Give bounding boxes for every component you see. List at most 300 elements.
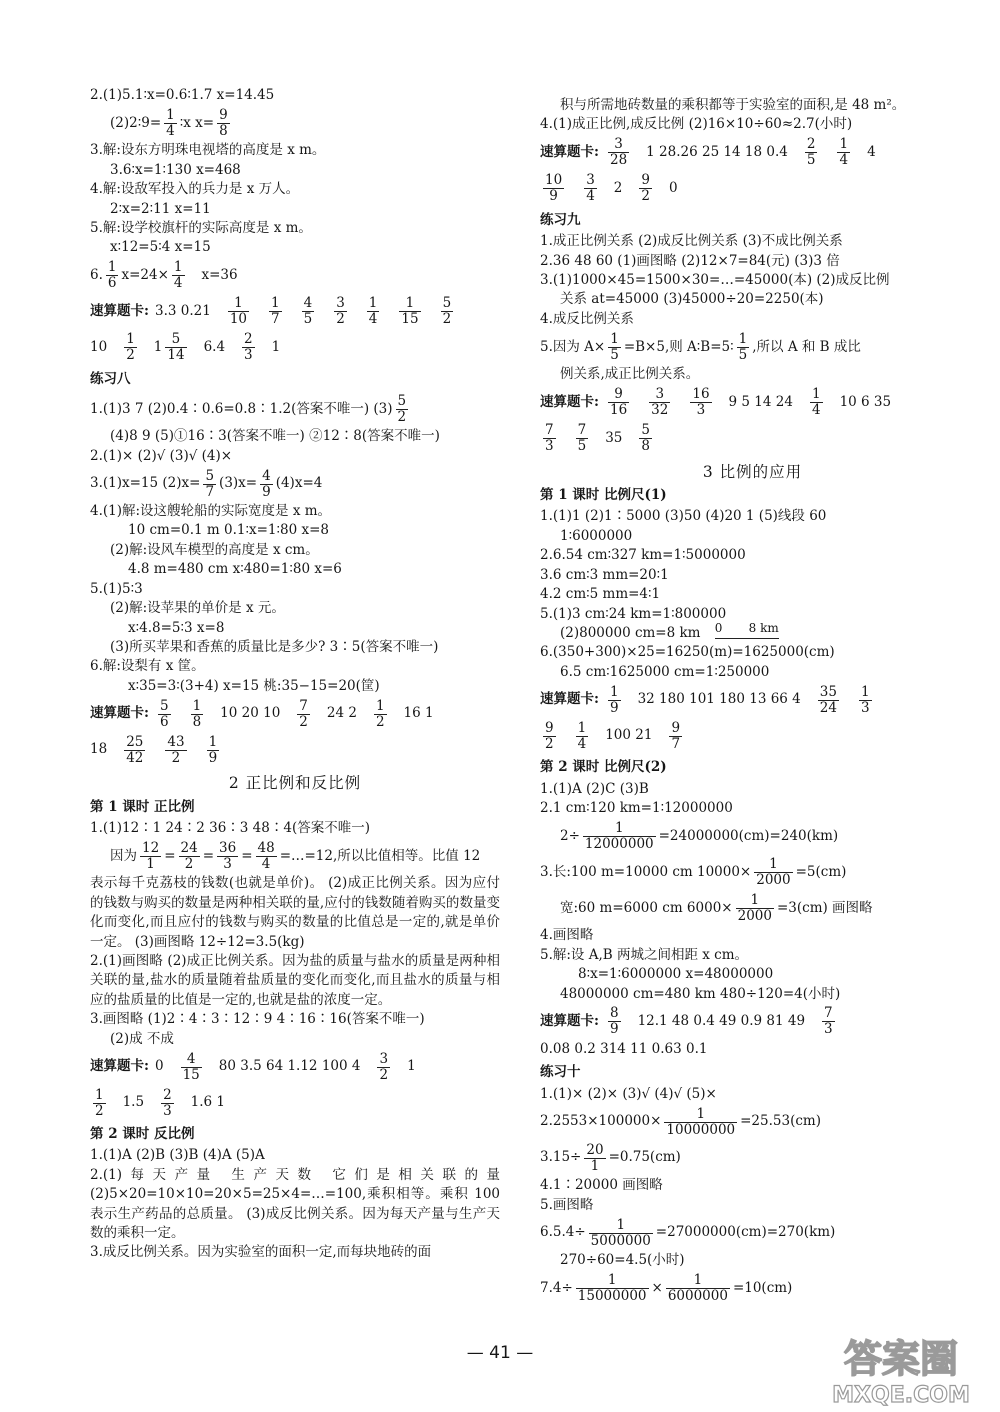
denominator: 24 bbox=[819, 699, 837, 716]
speed-card-row: 0.08 0.2 314 11 0.63 0.1 bbox=[540, 1040, 708, 1057]
denominator: 3 bbox=[163, 1102, 172, 1119]
fraction bbox=[639, 423, 652, 454]
fraction bbox=[608, 387, 629, 418]
denominator: 4 bbox=[368, 311, 378, 328]
text-line: 积与所需地砖数量的乘积都等于实验室的面积,是 48 m²。 bbox=[560, 97, 906, 113]
denominator: 6 bbox=[107, 275, 117, 292]
text-line: 4.(1)成正比例,成反比例 (2)16×10÷60≈2.7(小时) bbox=[540, 116, 853, 133]
text: =10(cm) bbox=[732, 1279, 793, 1296]
fraction bbox=[649, 387, 670, 418]
numerator: 43 bbox=[167, 733, 185, 750]
numerator: 1 bbox=[166, 106, 175, 123]
denominator: 14 bbox=[167, 347, 185, 364]
denominator: 4 bbox=[173, 275, 183, 292]
text-line: 关系 at=45000 (3)45000÷20=2250(本) bbox=[560, 291, 824, 308]
denominator: 15000000 bbox=[577, 1287, 647, 1304]
numerator: 1 bbox=[173, 259, 183, 276]
denominator: 10000000 bbox=[666, 1121, 736, 1138]
text-line: 5.(1)5∶3 bbox=[90, 580, 143, 597]
denominator: 2 bbox=[95, 1102, 104, 1119]
formula-line bbox=[540, 1215, 965, 1251]
text: 1 bbox=[153, 339, 163, 356]
text: 1 bbox=[271, 339, 281, 356]
numerator: 1 bbox=[228, 296, 249, 312]
speed-card-label: 速算题卡: bbox=[540, 691, 599, 708]
denominator: 2 bbox=[171, 749, 181, 766]
numerator: 1 bbox=[271, 295, 280, 312]
text: x=24× bbox=[121, 267, 169, 284]
denominator: 7 bbox=[205, 483, 215, 500]
text-line: x∶35=3∶(3+4) x=15 桃:35−15=20(筐) bbox=[128, 677, 380, 694]
numerator: 36 bbox=[219, 839, 237, 856]
numerator: 1 bbox=[95, 1086, 104, 1103]
fraction bbox=[754, 857, 792, 888]
text: 1 28.26 25 14 18 0.4 bbox=[646, 144, 788, 161]
denominator: 2 bbox=[545, 735, 554, 752]
speed-card-row bbox=[90, 294, 500, 330]
chapter-heading: 2 正比例和反比例 bbox=[228, 774, 362, 793]
text: 10 6 35 bbox=[839, 393, 892, 410]
fraction bbox=[589, 1218, 653, 1249]
text-line: 4.解:设敌军投入的兵力是 x 万人。 bbox=[90, 181, 300, 198]
text-line: 2∶x=2∶11 x=11 bbox=[110, 200, 211, 217]
text-line: 1.(1)A (2)C (3)B bbox=[540, 780, 649, 797]
watermark-text-cn: 答案圈 bbox=[843, 1337, 959, 1381]
fraction bbox=[837, 137, 850, 168]
watermark-logo bbox=[808, 1328, 994, 1408]
text-line: 2.36 48 60 (1)画图略 (2)12×7=84(元) (3)3 倍 bbox=[540, 252, 840, 269]
speed-card-row bbox=[540, 682, 965, 718]
text-line: 6.解:设梨有 x 筐。 bbox=[90, 658, 205, 675]
text-line: 5.解:设 A,B 两城之间相距 x cm。 bbox=[540, 946, 749, 963]
denominator: 42 bbox=[126, 749, 144, 766]
denominator: 28 bbox=[609, 152, 628, 169]
scale-end-label: 8 km bbox=[748, 621, 779, 636]
denominator: 9 bbox=[208, 749, 218, 766]
fraction bbox=[664, 1107, 737, 1138]
denominator: 4 bbox=[586, 188, 595, 205]
text: 3.长:100 m=10000 cm 10000× bbox=[540, 863, 752, 880]
paragraph: 2.(1)每天产量 生产天数 它们是相关联的量 (2)5×20=10×10=20×5=25×4=…=100,乘积相等。乘积 100 表示生产药品的总质量。 (3)成反比例关系。因为每天产量与生产天数的乘积一定。 bbox=[90, 1166, 500, 1242]
fraction bbox=[396, 394, 409, 425]
numerator: 1 bbox=[577, 719, 587, 736]
fraction bbox=[576, 721, 589, 752]
denominator: 2000 bbox=[756, 871, 791, 888]
lesson-title: 第 1 课时 正比例 bbox=[90, 798, 195, 815]
lesson-title: 第 2 课时 比例尺(2) bbox=[540, 759, 667, 776]
text: 1 bbox=[407, 1058, 416, 1075]
fraction bbox=[242, 332, 255, 363]
numerator: 1 bbox=[738, 330, 748, 347]
fraction bbox=[181, 1052, 202, 1083]
text: 因为 bbox=[110, 847, 137, 864]
text: 6.5.4÷ bbox=[540, 1224, 586, 1241]
text-line: 4.画图略 bbox=[540, 927, 594, 944]
fraction bbox=[737, 332, 750, 363]
speed-card-row bbox=[90, 1085, 500, 1121]
denominator: 3 bbox=[860, 699, 870, 716]
formula-line bbox=[540, 1104, 965, 1140]
numerator: 20 bbox=[586, 1141, 604, 1158]
formula-line: 因为 $\frac{12}{1}$ = $\frac{24}{2}$ = $\frac{36}{3}$ = $\frac{48}{4}$ =…=12,所以比值相等。比值 12 bbox=[110, 839, 481, 872]
text-line: (2)解:设风车模型的高度是 x cm。 bbox=[110, 541, 319, 558]
formula-line bbox=[540, 1140, 965, 1176]
text: × bbox=[651, 1279, 663, 1296]
denominator: 2000 bbox=[737, 907, 772, 924]
denominator: 6000000 bbox=[667, 1287, 728, 1304]
text-line: 10 cm=0.1 m 0.1∶x=1∶80 x=8 bbox=[128, 522, 329, 539]
text: 35 bbox=[605, 429, 623, 446]
text-line: 4.成反比例关系 bbox=[540, 310, 634, 327]
lesson-title: 第 2 课时 反比例 bbox=[90, 1126, 195, 1142]
fraction bbox=[810, 387, 823, 418]
right-column bbox=[540, 96, 965, 1306]
numerator: 1 bbox=[208, 733, 218, 750]
denominator: 3 bbox=[244, 347, 253, 364]
numerator: 5 bbox=[205, 467, 215, 484]
fraction bbox=[608, 332, 621, 363]
numerator: 7 bbox=[577, 422, 587, 439]
fraction bbox=[441, 296, 454, 327]
paragraph: 表示每千克荔枝的钱数(也就是单价)。 (2)成正比例关系。因为应付的钱数与购买的数量是两种相关联的量,应付的钱数随着购买的数量变化而变化,而且应付的钱数与购买的数量的比值总是一定的,就是单价一定。 (3)画图略 12÷12=3.5(kg) bbox=[90, 875, 500, 950]
text: 3.15÷ bbox=[540, 1149, 582, 1166]
text: 宽:60 m=6000 cm 6000× bbox=[560, 899, 733, 916]
speed-card-row bbox=[540, 135, 965, 171]
fraction bbox=[666, 1273, 730, 1304]
numerator: 5 bbox=[442, 295, 452, 312]
numerator: 1 bbox=[609, 683, 619, 700]
text-line: 2.(1)5.1∶x=0.6∶1.7 x=14.45 bbox=[90, 87, 275, 103]
numerator: 25 bbox=[126, 733, 144, 750]
numerator: 5 bbox=[397, 392, 407, 409]
numerator: 1 bbox=[664, 1107, 737, 1123]
text: 32 180 101 180 13 66 4 bbox=[637, 691, 801, 708]
numerator: 7 bbox=[545, 422, 554, 439]
numerator: 9 bbox=[545, 719, 554, 736]
numerator: 1 bbox=[610, 330, 619, 347]
fraction bbox=[639, 173, 652, 204]
denominator: 3 bbox=[223, 855, 232, 872]
denominator: 2 bbox=[442, 311, 452, 328]
text-line: (2)解:设苹果的单价是 x 元。 bbox=[110, 600, 285, 617]
numerator: 3 bbox=[608, 137, 629, 153]
speed-card-row bbox=[540, 385, 965, 421]
speed-card-row bbox=[90, 696, 500, 732]
fraction bbox=[608, 137, 629, 168]
denominator: 4 bbox=[811, 402, 821, 419]
formula-line bbox=[90, 466, 500, 502]
text: 9 5 14 24 bbox=[728, 393, 793, 410]
formula-line bbox=[540, 854, 965, 890]
fraction bbox=[191, 699, 204, 730]
text: 1.(1)3 7 (2)0.4∶0.6=0.8∶1.2(答案不唯一) (3) bbox=[90, 400, 393, 417]
speed-card-label: 速算题卡: bbox=[540, 393, 599, 410]
fraction bbox=[302, 296, 315, 327]
numerator: 3 bbox=[649, 387, 670, 403]
denominator: 2 bbox=[375, 713, 385, 730]
text: 2 bbox=[613, 180, 623, 197]
text: 5.因为 A× bbox=[540, 338, 606, 355]
denominator: 9 bbox=[609, 1021, 619, 1038]
text-line: 4.2 cm∶5 mm=4∶1 bbox=[540, 586, 661, 603]
text: ,所以 A 和 B 成比 bbox=[752, 338, 861, 355]
denominator: 4 bbox=[577, 735, 587, 752]
numerator: 1 bbox=[399, 296, 420, 312]
fraction bbox=[669, 721, 682, 752]
text: 10 20 10 bbox=[220, 705, 281, 722]
fraction bbox=[179, 841, 200, 872]
speed-card-row bbox=[540, 1004, 965, 1040]
text-line: 1.(1)× (2)× (3)√ (4)√ (5)× bbox=[540, 1085, 717, 1102]
numerator: 3 bbox=[379, 1050, 389, 1067]
denominator: 2 bbox=[336, 311, 345, 328]
denominator: 9 bbox=[609, 699, 619, 716]
text: 0 bbox=[668, 180, 678, 197]
formula-line bbox=[90, 105, 500, 141]
fraction bbox=[374, 699, 387, 730]
denominator: 15 bbox=[401, 311, 419, 328]
text: 10 bbox=[90, 339, 108, 356]
formula-line bbox=[540, 818, 965, 854]
fraction bbox=[859, 685, 872, 716]
formula-line bbox=[540, 1270, 965, 1306]
text-line: 4.(1)解:设这艘轮船的实际宽度是 x m。 bbox=[90, 503, 332, 520]
denominator: 2 bbox=[126, 347, 135, 364]
text-line: 3.解:设东方明珠电视塔的高度是 x m。 bbox=[90, 142, 326, 159]
text: =25.53(cm) bbox=[740, 1113, 821, 1130]
fraction bbox=[140, 841, 161, 872]
fraction bbox=[334, 296, 347, 327]
numerator: 3 bbox=[336, 295, 345, 312]
fraction bbox=[297, 699, 310, 730]
text: ∶x x= bbox=[179, 114, 215, 131]
fraction bbox=[822, 1006, 835, 1037]
denominator: 7 bbox=[671, 735, 681, 752]
text-line: 270÷60=4.5(小时) bbox=[560, 1252, 685, 1268]
numerator: 7 bbox=[824, 1005, 833, 1022]
text: =…=12,所以比值相等。比值 12 bbox=[279, 847, 481, 864]
fraction bbox=[172, 260, 185, 291]
fraction bbox=[543, 173, 564, 204]
numerator: 1 bbox=[754, 857, 792, 873]
numerator: 1 bbox=[736, 893, 774, 909]
numerator: 12 bbox=[142, 839, 160, 856]
denominator: 5 bbox=[806, 152, 816, 169]
text-line: 2.6.54 cm∶327 km=1∶5000000 bbox=[540, 547, 746, 564]
fraction bbox=[608, 1006, 621, 1037]
fraction bbox=[260, 469, 273, 500]
numerator: 1 bbox=[583, 821, 656, 837]
section-title: 练习十 bbox=[540, 1064, 581, 1081]
page-number: — 41 — bbox=[466, 1343, 534, 1363]
scale-line bbox=[715, 638, 779, 640]
numerator: 10 bbox=[545, 172, 563, 189]
fraction bbox=[217, 108, 230, 139]
text-line: 6.(350+300)×25=16250(m)=1625000(cm) bbox=[540, 644, 835, 661]
fraction bbox=[164, 108, 177, 139]
denominator: 2 bbox=[184, 855, 194, 872]
text: x=36 bbox=[201, 267, 238, 284]
formula-line bbox=[540, 890, 965, 926]
text: (2)800000 cm=8 km bbox=[560, 624, 701, 641]
numerator: 9 bbox=[219, 106, 228, 123]
text-line: (2)成 不成 bbox=[110, 1030, 174, 1047]
fraction bbox=[543, 423, 556, 454]
denominator: 5 bbox=[738, 346, 748, 363]
denominator: 8 bbox=[219, 122, 228, 139]
text: (4)x=4 bbox=[275, 475, 323, 492]
numerator: 1 bbox=[192, 697, 202, 714]
numerator: 4 bbox=[181, 1052, 202, 1068]
fraction bbox=[690, 387, 711, 418]
text-line: 48000000 cm=480 km 480÷120=4(小时) bbox=[560, 985, 841, 1002]
text: 2÷ bbox=[560, 827, 580, 844]
fraction bbox=[269, 296, 282, 327]
fraction bbox=[576, 423, 589, 454]
denominator: 12000000 bbox=[584, 835, 654, 852]
lesson-title: 第 1 课时 比例尺(1) bbox=[540, 487, 667, 504]
speed-card-row bbox=[540, 421, 965, 457]
numerator: 4 bbox=[262, 467, 271, 484]
text: =24000000(cm)=240(km) bbox=[658, 827, 839, 844]
text-line: 3.6∶x=1∶130 x=468 bbox=[110, 161, 241, 178]
denominator: 9 bbox=[549, 188, 558, 205]
numerator: 16 bbox=[692, 386, 710, 403]
fraction bbox=[608, 685, 621, 716]
paragraph: 2.(1)画图略 (2)成正比例关系。因为盐的质量与盐水的质量是两种相关联的量,盐水的质量随着盐质量的变化而变化,而且盐水的质量与相应的盐质量的比值是一定的,也就是盐的浓度一定。 bbox=[90, 952, 500, 1008]
text-line: 5.解:设学校旗杆的实际高度是 x m。 bbox=[90, 220, 312, 237]
speed-card-label: 速算题卡: bbox=[540, 1013, 599, 1030]
text: (2)2∶9= bbox=[110, 114, 162, 131]
fraction bbox=[106, 260, 119, 291]
text-line: 3.6 cm∶3 mm=20∶1 bbox=[540, 566, 669, 583]
fraction bbox=[165, 735, 186, 766]
numerator: 4 bbox=[303, 295, 313, 312]
fraction bbox=[256, 841, 277, 872]
text-line: (4)8 9 (5)①16∶3(答案不唯一) ②12∶8(答案不唯一) bbox=[110, 428, 440, 445]
section-title: 练习八 bbox=[90, 370, 131, 387]
fraction bbox=[124, 735, 145, 766]
denominator: 6 bbox=[159, 713, 169, 730]
text: 12.1 48 0.4 49 0.9 81 49 bbox=[637, 1013, 806, 1030]
watermark-text-en: MXQE.COM bbox=[832, 1383, 970, 1408]
denominator: 5 bbox=[577, 438, 587, 455]
text-line: 5.(1)3 cm∶24 km=1∶800000 bbox=[540, 605, 727, 622]
denominator: 16 bbox=[609, 402, 628, 419]
numerator: 1 bbox=[811, 386, 821, 403]
speed-card-label: 速算题卡: bbox=[540, 144, 599, 161]
denominator: 4 bbox=[839, 152, 849, 169]
formula-line bbox=[90, 258, 500, 294]
text: 4 bbox=[867, 144, 876, 161]
fraction bbox=[399, 296, 420, 327]
text: 100 21 bbox=[605, 727, 653, 744]
text-line: 3.(1)1000×45=1500×30=…=45000(本) (2)成反比例 bbox=[540, 272, 890, 289]
text: =27000000(cm)=270(km) bbox=[655, 1224, 836, 1241]
numerator: 1 bbox=[589, 1218, 653, 1234]
paragraph: 3.成反比例关系。因为实验室的面积一定,而每块地砖的面 bbox=[90, 1244, 432, 1261]
chapter-heading: 3 比例的应用 bbox=[702, 462, 803, 481]
text-line: 4.1∶20000 画图略 bbox=[540, 1177, 663, 1194]
text: =0.75(cm) bbox=[608, 1149, 681, 1166]
fraction bbox=[207, 735, 220, 766]
text: =5(cm) bbox=[795, 863, 847, 880]
numerator: 8 bbox=[609, 1005, 619, 1022]
numerator: 5 bbox=[159, 697, 169, 714]
numerator: 1 bbox=[576, 1273, 649, 1289]
left-column bbox=[90, 86, 500, 1263]
numerator: 5 bbox=[641, 422, 650, 439]
speed-card-row bbox=[90, 330, 500, 366]
denominator: 4 bbox=[166, 122, 175, 139]
text-line: 1.(1)1 (2)1∶5000 (3)50 (4)20 1 (5)线段 60 bbox=[540, 508, 827, 525]
fraction bbox=[377, 1052, 390, 1083]
text: 3.3 0.21 bbox=[154, 303, 211, 320]
text: 3.(1)x=15 (2)x= bbox=[90, 475, 201, 492]
denominator: 4 bbox=[261, 855, 271, 872]
speed-card-row bbox=[540, 171, 965, 207]
fraction bbox=[93, 1088, 106, 1119]
text: 80 3.5 64 1.12 100 4 bbox=[218, 1058, 361, 1075]
text: 2.2553×100000× bbox=[540, 1113, 662, 1130]
text-line: 3.画图略 (1)2∶4∶3∶12∶9 4∶16∶16(答案不唯一) bbox=[90, 1011, 425, 1028]
fraction bbox=[584, 1143, 605, 1174]
speed-card-label: 速算题卡: bbox=[90, 1058, 149, 1075]
numerator: 1 bbox=[368, 295, 378, 312]
denominator: 5 bbox=[303, 311, 313, 328]
denominator: 8 bbox=[641, 438, 650, 455]
numerator: 9 bbox=[608, 387, 629, 403]
fraction bbox=[217, 841, 238, 872]
fraction bbox=[818, 685, 839, 716]
numerator: 7 bbox=[299, 697, 308, 714]
denominator: 32 bbox=[651, 402, 669, 419]
denominator: 7 bbox=[271, 311, 280, 328]
numerator: 9 bbox=[641, 172, 650, 189]
fraction bbox=[367, 296, 380, 327]
denominator: 2 bbox=[379, 1066, 389, 1083]
text-line: 1.成正比例关系 (2)成反比例关系 (3)不成比例关系 bbox=[540, 233, 843, 250]
denominator: 5000000 bbox=[590, 1232, 651, 1249]
text-line: 6.5 cm∶1625000 cm=1∶250000 bbox=[560, 663, 770, 680]
denominator: 15 bbox=[182, 1066, 200, 1083]
scale-bar bbox=[714, 621, 779, 641]
text-line: 4.8 m=480 cm x∶480=1∶80 x=6 bbox=[128, 561, 342, 578]
section-title: 练习九 bbox=[540, 211, 581, 228]
numerator: 9 bbox=[671, 719, 681, 736]
denominator: 9 bbox=[262, 483, 271, 500]
numerator: 2 bbox=[244, 331, 253, 348]
numerator: 1 bbox=[375, 697, 385, 714]
text-line: (3)所买苹果和香蕉的质量比是多少? 3∶5(答案不唯一) bbox=[110, 638, 439, 655]
fraction bbox=[203, 469, 216, 500]
text: 1.6 1 bbox=[190, 1094, 226, 1111]
fraction bbox=[583, 821, 656, 852]
numerator: 3 bbox=[586, 172, 595, 189]
formula-line bbox=[90, 391, 500, 427]
numerator: 1 bbox=[860, 683, 870, 700]
denominator: 2 bbox=[299, 713, 308, 730]
text-line: 2.1 cm∶120 km=1∶12000000 bbox=[540, 799, 733, 816]
fraction bbox=[158, 699, 171, 730]
denominator: 3 bbox=[545, 438, 554, 455]
numerator: 1 bbox=[107, 259, 117, 276]
text-line: x∶12=5∶4 x=15 bbox=[110, 239, 211, 256]
speed-card-row bbox=[540, 718, 965, 754]
speed-card-label: 速算题卡: bbox=[90, 303, 149, 320]
text-line: x∶4.8=5∶3 x=8 bbox=[128, 619, 225, 636]
numerator: 2 bbox=[806, 136, 816, 153]
